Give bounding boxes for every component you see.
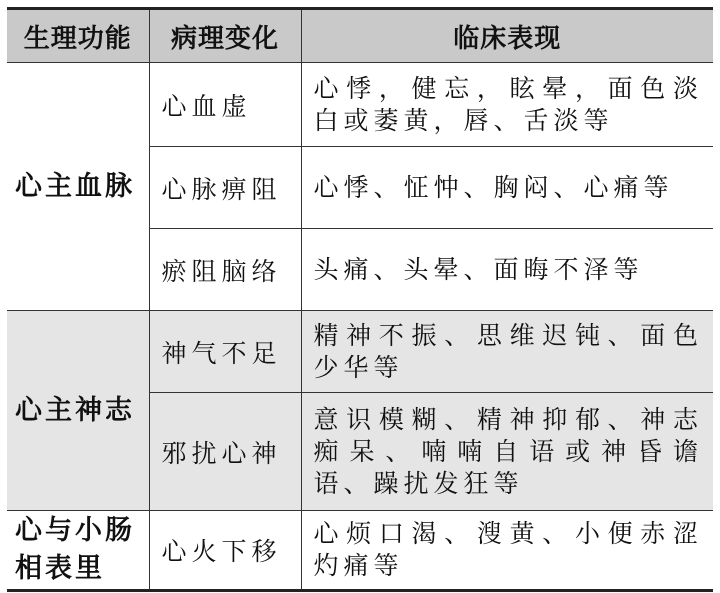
pathology-cell: 邪扰心神 [149,393,301,511]
header-physiological-function: 生理功能 [7,9,149,63]
manifestation-cell: 意识模糊、精神抑郁、神志痴呆、喃喃自语或神昏谵语、躁扰发狂等 [301,393,713,511]
manifestation-cell: 精神不振、思维迟钝、面色少华等 [301,311,713,393]
table-row [7,311,713,393]
function-cell: 心与小肠相表里 [7,511,149,591]
pathology-cell: 心火下移 [149,511,301,591]
heart-physiology-pathology-table [7,7,713,592]
pathology-cell: 瘀阻脑络 [149,229,301,311]
table-row [7,511,713,591]
table-header-row [7,9,713,63]
pathology-cell: 心脉痹阻 [149,147,301,229]
function-cell: 心主神志 [7,311,149,511]
pathology-cell: 神气不足 [149,311,301,393]
manifestation-cell: 心烦口渴、溲黄、小便赤涩灼痛等 [301,511,713,591]
pathology-cell: 心血虚 [149,63,301,147]
function-cell: 心主血脉 [7,63,149,311]
table-row [7,63,713,147]
manifestation-cell: 心悸、怔忡、胸闷、心痛等 [301,147,713,229]
manifestation-cell: 头痛、头晕、面晦不泽等 [301,229,713,311]
header-clinical-manifestation: 临床表现 [301,9,713,63]
header-pathological-change: 病理变化 [149,9,301,63]
manifestation-cell: 心悸，健忘，眩晕，面色淡白或萎黄，唇、舌淡等 [301,63,713,147]
